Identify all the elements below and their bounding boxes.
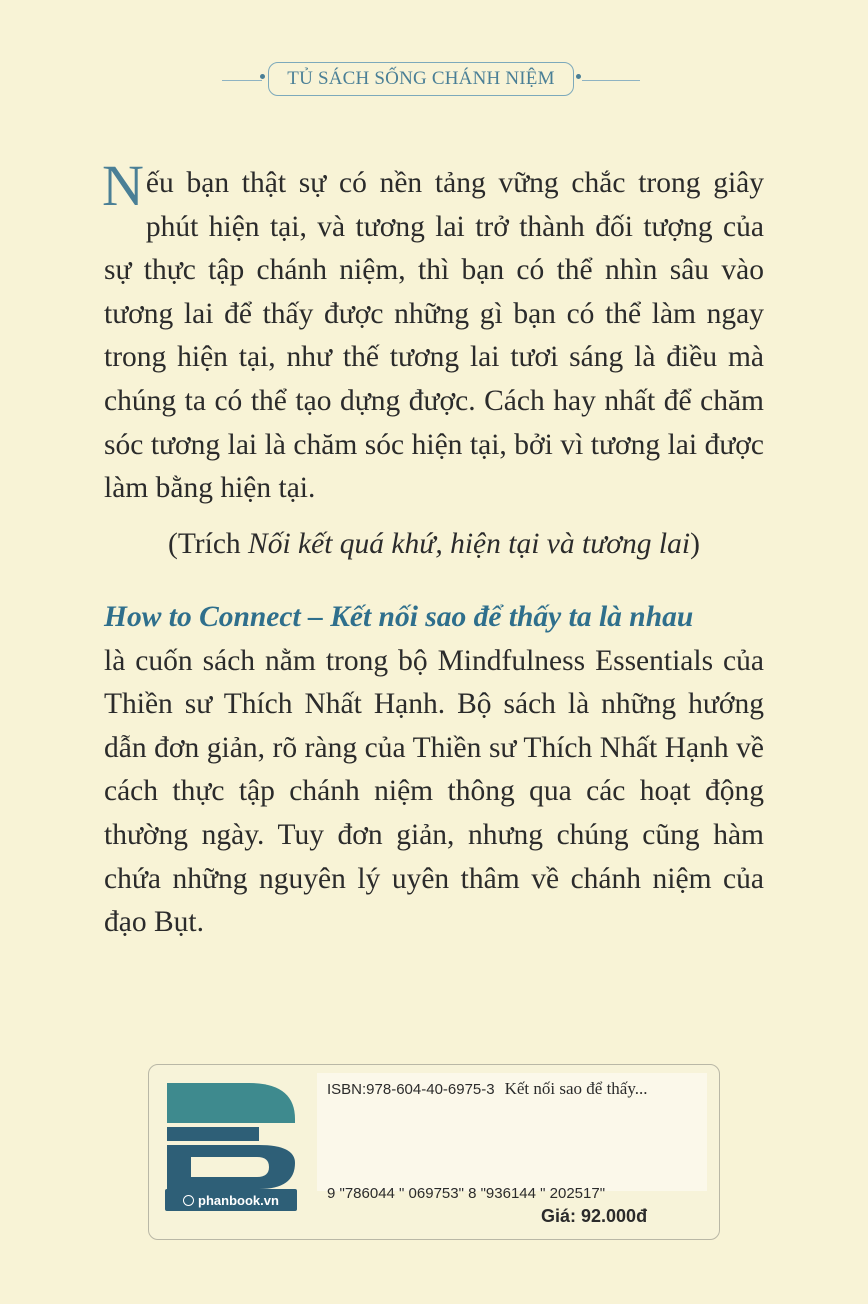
header-dot-left [260, 74, 265, 79]
phanbook-logo-icon [163, 1079, 301, 1193]
series-label: TỦ SÁCH SỐNG CHÁNH NIỆM [268, 62, 574, 96]
publisher-website: phanbook.vn [198, 1192, 279, 1208]
isbn-line [327, 1079, 648, 1099]
citation-prefix: (Trích [168, 528, 249, 560]
book-description [104, 596, 764, 945]
price-label: Giá: 92.000đ [541, 1206, 648, 1226]
citation-source: Nối kết quá khứ, hiện tại và tương lai [248, 528, 691, 560]
isbn-number: ISBN:978-604-40-6975-3 [327, 1081, 495, 1098]
header-rule-right [582, 80, 640, 81]
quote-paragraph [102, 153, 764, 511]
description-text: là cuốn sách nằm trong bộ Mindfulness Essentials của Thiền sư Thích Nhất Hạnh. Bộ sách là những hướng dẫn đơn giản, rõ ràng của Thiền sư Thích Nhất Hạnh về cách thực tập chánh niệm thông qua các hoạt động thường ngày. Tuy đơn giản, nhưng chúng cũng hàm chứa những nguyên lý uyên thâm về chánh niệm của đạo Bụt. [104, 644, 764, 939]
header-rule-left [222, 80, 262, 81]
quote-text: ếu bạn thật sự có nền tảng vững chắc trong giây phút hiện tại, và tương lai trở thành đối tượng của sự thực tập chánh niệm, thì bạn có thể nhìn sâu vào tương lai để thấy được những gì bạn có thể làm ngay trong hiện tại, như thế tương lai tươi sáng là điều mà chúng ta có thể tạo dựng được. Cách hay nhất để chăm sóc tương lai là chăm sóc hiện tại, bởi vì tương lai được làm bằng hiện tại. [104, 167, 764, 505]
book-title: How to Connect – Kết nối sao để thấy ta là nhau [104, 601, 694, 633]
citation-suffix: ) [690, 528, 700, 560]
isbn-short-title: Kết nối sao để thấy... [504, 1079, 648, 1098]
publisher-website-label [165, 1189, 297, 1211]
drop-cap: N [102, 153, 144, 218]
header-dot-right [576, 74, 581, 79]
series-header [0, 60, 868, 100]
barcode-box [148, 1064, 720, 1240]
quote-citation [168, 524, 768, 564]
globe-icon [183, 1195, 194, 1206]
barcode-digits: 9 "786044 " 069753" 8 "936144 " 202517" [327, 1185, 606, 1202]
